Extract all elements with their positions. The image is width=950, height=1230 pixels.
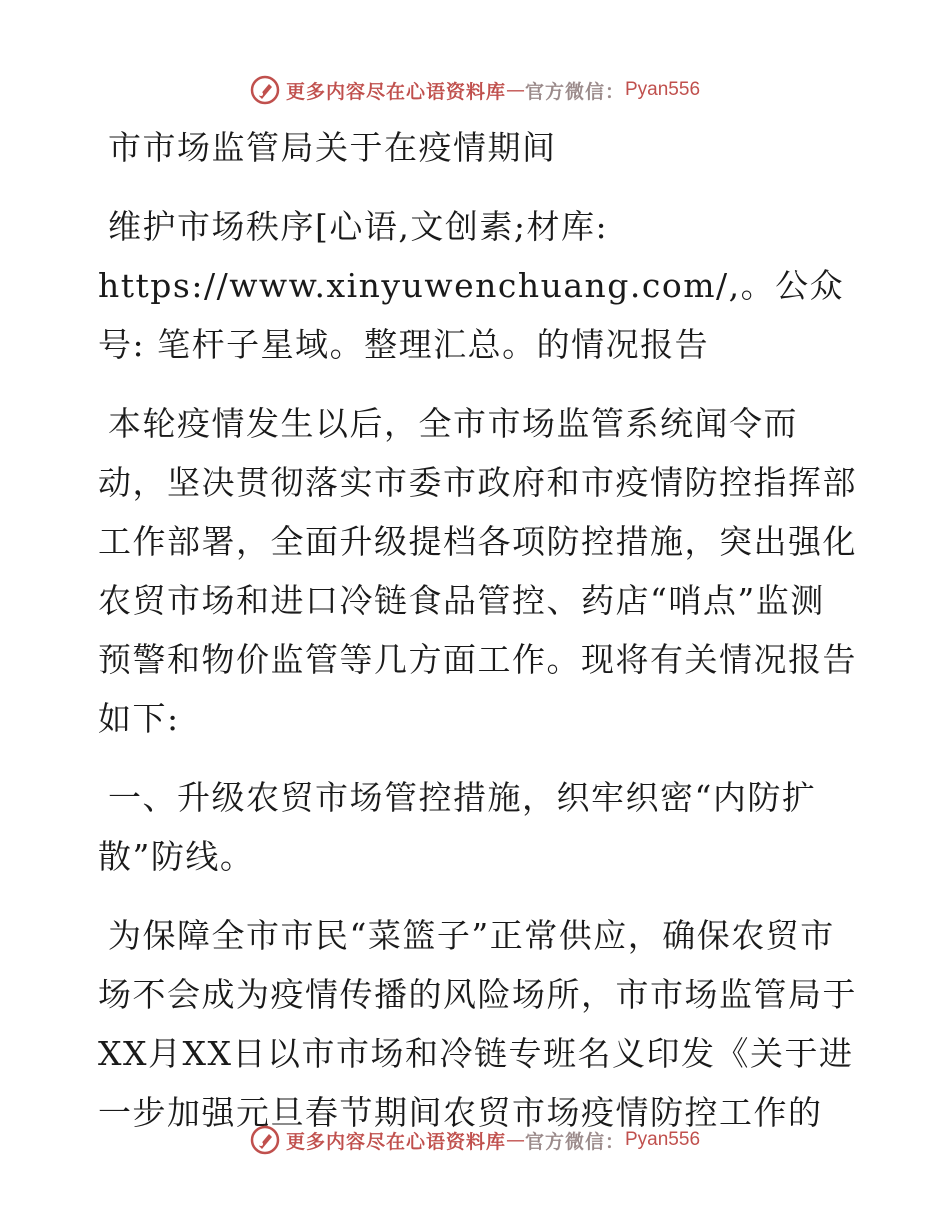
banner-separator: —	[505, 1129, 525, 1151]
pen-nib-icon	[250, 75, 280, 105]
footer-banner	[0, 1120, 950, 1160]
body-paragraph-2: 为保障全市市民“菜篮子”正常供应，确保农贸市场不会成为疫情传播的风险场所，市市场监管局于XX月XX日以市市场和冷链专班名义印发《关于进一步加强元旦春节期间农贸市场疫情防控工作的	[98, 916, 857, 1132]
body-paragraph-1: 本轮疫情发生以后，全市市场监管系统闻令而动，坚决贯彻落实市委市政府和市疫情防控指挥部工作部署，全面升级提档各项防控措施，突出强化农贸市场和进口冷链食品管控、药店“哨点”监测预警和物价监管等几方面工作。现将有关情况报告如下:	[98, 404, 857, 738]
banner-separator: —	[505, 79, 525, 101]
banner-official-label: 官方微信：	[524, 80, 625, 103]
document-title: 市市场监管局关于在疫情期间	[108, 128, 557, 167]
banner-brand-text: 更多内容尽在心语资料库	[285, 1130, 506, 1153]
document-subtitle: 维护市场秩序[心语,文创素;材库: https://www.xinyuwenchuang.com/,。公众号: 笔杆子星域。整理汇总。的情况报告	[98, 207, 845, 364]
banner-brand-text: 更多内容尽在心语资料库	[285, 80, 506, 103]
document-body	[98, 118, 858, 1162]
header-banner	[0, 70, 950, 110]
banner-wechat-id: Pyan556	[625, 79, 701, 100]
pen-nib-icon	[250, 1125, 280, 1155]
banner-wechat-id: Pyan556	[625, 1129, 701, 1150]
banner-official-label: 官方微信：	[524, 1130, 625, 1153]
section-heading-1: 一、升级农贸市场管控措施，织牢织密“内防扩散”防线。	[98, 778, 817, 876]
